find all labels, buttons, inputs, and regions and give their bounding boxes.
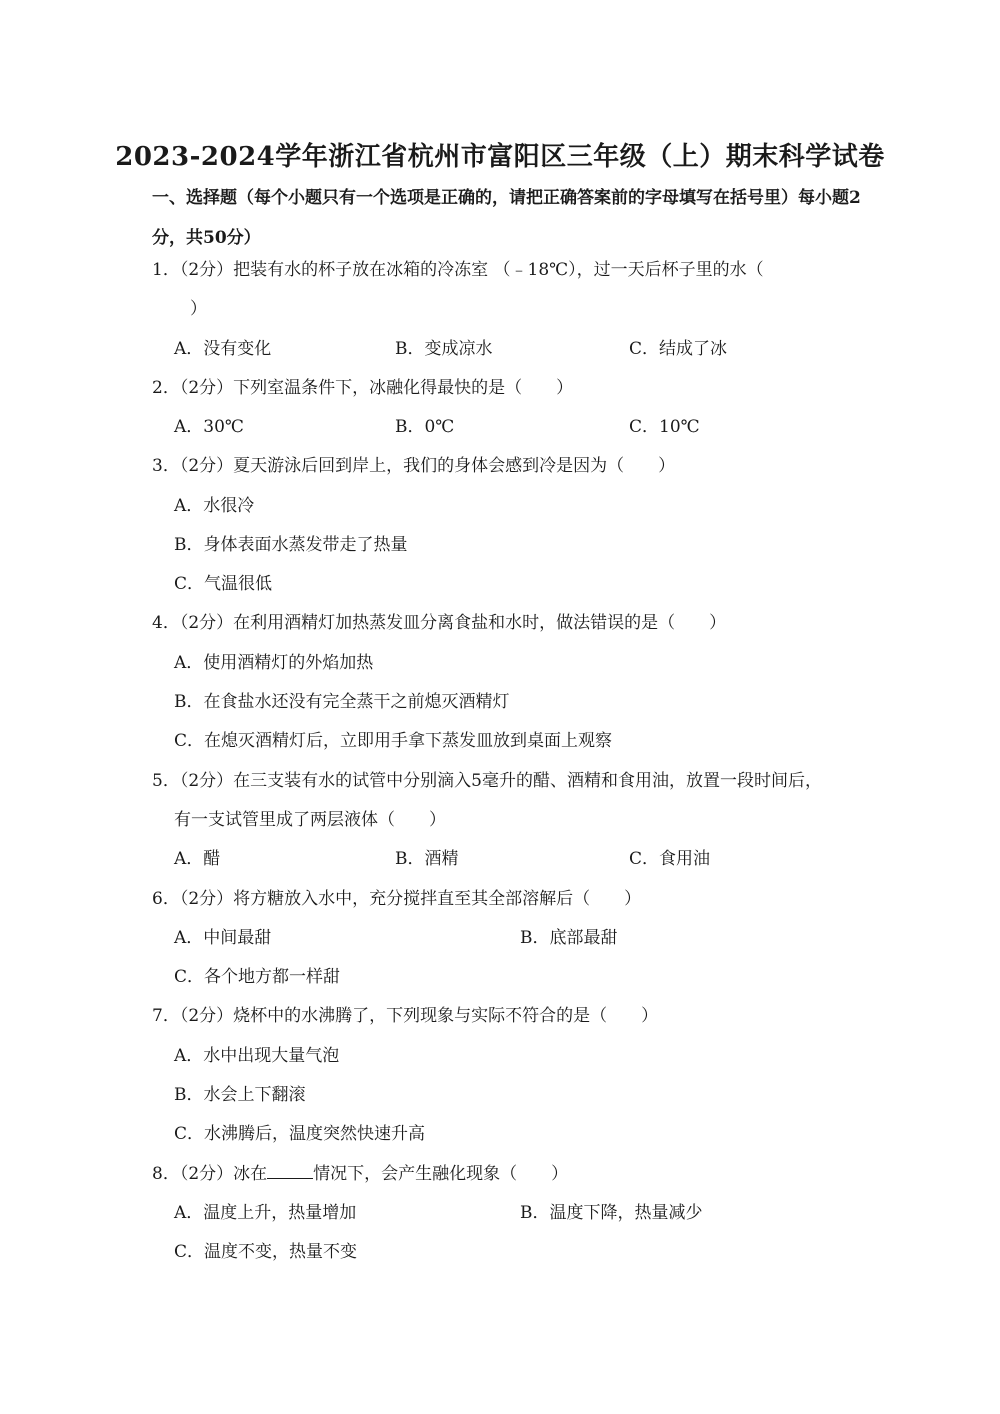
question-3-option-c: C．气温很低: [174, 574, 273, 594]
answer-blank: [267, 1162, 313, 1179]
question-6-stem: 6．（2分）将方糖放入水中，充分搅拌直至其全部溶解后（ ）: [152, 889, 642, 909]
question-8-stem: [152, 1162, 568, 1186]
question-5-option-c: C．食用油: [629, 849, 711, 869]
question-2-option-c: C．10℃: [629, 417, 700, 437]
question-7-stem: 7．（2分）烧杯中的水沸腾了，下列现象与实际不符合的是（ ）: [152, 1006, 659, 1026]
question-6-option-a: A．中间最甜: [174, 928, 272, 948]
question-1-stem: 1．（2分）把装有水的杯子放在冰箱的冷冻室 （﹣18℃），过一天后杯子里的水（: [152, 260, 764, 280]
question-5-stem: 5．（2分）在三支装有水的试管中分别滴入5毫升的醋、酒精和食用油，放置一段时间后，: [152, 771, 822, 791]
question-6-option-b: B．底部最甜: [520, 928, 618, 948]
question-1-option-b: B．变成凉水: [395, 339, 493, 359]
question-8-stem-start: 8．（2分）冰在: [152, 1164, 268, 1184]
question-2-stem: 2．（2分）下列室温条件下，冰融化得最快的是（ ）: [152, 378, 574, 398]
question-4-stem: 4．（2分）在利用酒精灯加热蒸发皿分离食盐和水时，做法错误的是（ ）: [152, 613, 727, 633]
question-7-option-a: A．水中出现大量气泡: [174, 1046, 340, 1066]
question-8-option-a: A．温度上升，热量增加: [174, 1203, 357, 1223]
question-2-option-b: B．0℃: [395, 417, 455, 437]
question-8-option-b: B．温度下降，热量减少: [520, 1203, 703, 1223]
question-5-stem-cont: 有一支试管里成了两层液体（ ）: [174, 810, 446, 830]
question-5-option-b: B．酒精: [395, 849, 459, 869]
question-4-option-a: A．使用酒精灯的外焰加热: [174, 653, 374, 673]
question-3-option-b: B．身体表面水蒸发带走了热量: [174, 535, 408, 555]
question-6-option-c: C．各个地方都一样甜: [174, 967, 341, 987]
question-1-option-c: C．结成了冰: [629, 339, 728, 359]
question-3-stem: 3．（2分）夏天游泳后回到岸上，我们的身体会感到冷是因为（ ）: [152, 456, 676, 476]
question-7-option-b: B．水会上下翻滚: [174, 1085, 306, 1105]
section-heading: 一、选择题（每个小题只有一个选项是正确的，请把正确答案前的字母填写在括号里）每小题2分，共50分）: [152, 188, 861, 248]
question-3-option-a: A．水很冷: [174, 496, 255, 516]
question-2-option-a: A．30℃: [174, 417, 244, 437]
question-4-option-c: C．在熄灭酒精灯后，立即用手拿下蒸发皿放到桌面上观察: [174, 731, 613, 751]
question-1-stem-cont: ）: [190, 299, 207, 319]
question-5-option-a: A．醋: [174, 849, 221, 869]
exam-title: 2023-2024学年浙江省杭州市富阳区三年级（上）期末科学试卷: [115, 142, 885, 172]
question-1-option-a: A．没有变化: [174, 339, 272, 359]
question-8-option-c: C．温度不变，热量不变: [174, 1242, 358, 1262]
question-4-option-b: B．在食盐水还没有完全蒸干之前熄灭酒精灯: [174, 692, 510, 712]
question-7-option-c: C．水沸腾后，温度突然快速升高: [174, 1124, 426, 1144]
question-8-stem-end: 情况下，会产生融化现象（ ）: [313, 1164, 569, 1184]
